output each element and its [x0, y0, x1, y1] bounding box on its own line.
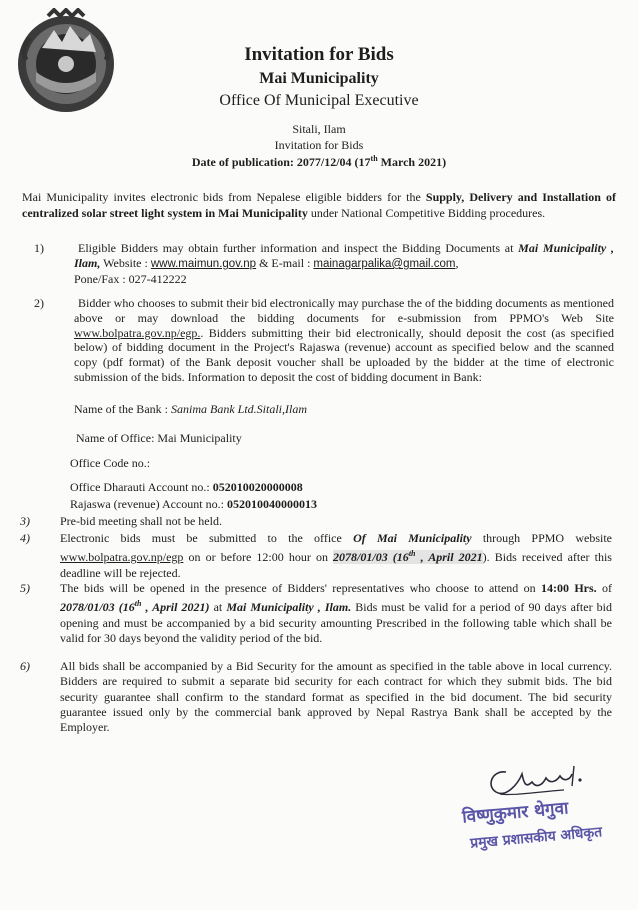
rajaswa-label: Rajaswa (revenue) Account no.:	[70, 497, 227, 511]
item-6-number: 6)	[20, 659, 30, 673]
item-1-number: 1)	[34, 241, 44, 255]
dharauti-label: Office Dharauti Account no.:	[70, 480, 213, 494]
item-2-number: 2)	[34, 296, 44, 310]
publication-date-sup: th	[370, 154, 378, 163]
item-1-phone: Pone/Fax : 027-412222	[74, 272, 187, 286]
item-4-text-d: on or before 12:00 hour on	[183, 550, 334, 565]
opening-place: Mai Municipality , Ilam.	[226, 600, 352, 615]
opening-time: 14:00 Hrs.	[540, 581, 597, 595]
publication-date-label: Date of publication: 2077/12/04 (17	[191, 155, 371, 169]
item-4-number: 4)	[20, 531, 30, 545]
document-title: Invitation for Bids	[244, 44, 394, 65]
item-4-office: Of Mai Municipality	[353, 531, 472, 545]
item-4-text-c: through PPMO website	[471, 531, 612, 545]
item-1-text-c: Website :	[100, 256, 151, 270]
item-1-text-a: Eligible Bidders may obtain further information and inspect the Bidding Documents at	[78, 241, 519, 255]
item-1-text	[74, 241, 614, 287]
intro-text-a: Mai Municipality invites electronic bids from Nepalese eligible bidders for the	[22, 190, 426, 204]
opening-date-value: 2078/01/03 (16	[60, 600, 135, 615]
website-link[interactable]: www.maimun.gov.np	[150, 258, 257, 270]
item-3-number: 3)	[20, 514, 30, 528]
item-5-text-e: Bids must be valid for a period of 90 days after bid opening and must be accompanied by a bid security amounting Prescribed in the following table which shall be valid for 30 days beyond the validity period of the bid.	[60, 600, 612, 645]
submission-date: 2078/01/03 (16	[333, 550, 409, 565]
item-2-text-b: . Bidders submitting their bid electronically, should deposit the cost (as specified below) of bidding document in the Project's Rajaswa (revenue) account as specified below and the scanned copy (pdf format) of the Bank deposit voucher shall be uploaded by the bidder at the time of electronic submission of the bids. Information to deposit the cost of bidding document in Bank:	[74, 325, 614, 384]
rajaswa-account-number: 052010040000013	[226, 497, 317, 511]
bank-name: Sanima Bank Ltd.Sitali,Ilam	[170, 402, 307, 416]
intro-text-c: under National Competitive Bidding procedures.	[307, 206, 546, 220]
bank-label: Name of the Bank :	[74, 402, 171, 416]
email-link[interactable]: mainagarpalika@gmail.com	[313, 258, 456, 270]
item-4-bolpatra-link[interactable]: www.bolpatra.gov.np/egp	[60, 550, 184, 565]
office-code-line: Office Code no.:	[70, 456, 151, 470]
item-5-text-c: of	[596, 581, 613, 595]
subtitle: Invitation for Bids	[274, 138, 364, 152]
submission-date-sup: th	[408, 549, 416, 559]
location: Sitali, Ilam	[292, 122, 346, 136]
rajaswa-account-line	[70, 497, 317, 512]
opening-date	[60, 600, 210, 614]
item-5-text-a: The bids will be opened in the presence of Bidders' representatives who choose to attend on	[60, 581, 541, 595]
opening-date-sup: th	[134, 599, 142, 609]
item-1-place: Mai Municipality , Ilam,	[74, 241, 615, 270]
item-2-text	[74, 296, 614, 385]
item-4-text-e: ). Bids received after this deadline will be rejected.	[60, 550, 612, 580]
publication-date	[0, 154, 638, 170]
publication-date-tail: March 2021)	[377, 155, 447, 169]
item-1-text-d: & E-mail :	[256, 256, 314, 270]
intro-project-title: Supply, Delivery and Installation of centralized solar street light system in Mai Municipality	[22, 190, 616, 220]
item-4-text-a: Electronic bids must be submitted to the office	[60, 531, 354, 545]
submission-deadline	[333, 550, 483, 564]
item-1-text-e: ,	[455, 256, 459, 270]
office-name-line: Name of Office: Mai Municipality	[76, 431, 242, 445]
official-stamp-name: विष्णुकुमार थेगुवा	[461, 798, 570, 828]
submission-date-tail: , April 2021	[415, 550, 483, 565]
item-5-text-d: at	[209, 600, 227, 615]
bank-line	[74, 402, 307, 417]
office-name: Office Of Municipal Executive	[219, 92, 419, 109]
item-2-text-a: Bidder who chooses to submit their bid electronically may purchase the of the bidding documents as mentioned above or may download the bidding documents for e-submission from PPMO's Web Site	[74, 296, 614, 325]
intro-paragraph	[22, 189, 616, 221]
dharauti-account-number: 052010020000008	[212, 480, 303, 494]
official-stamp-title: प्रमुख प्रशासकीय अधिकृत	[469, 824, 603, 852]
item-5-number: 5)	[20, 581, 30, 595]
item-6-text: All bids shall be accompanied by a Bid Security for the amount as specified in the table above in local currency. Bidders are required to submit a separate bid security for each contract for which they submit bids. The bid security guarantee shall confirm to the standard format as specified in the bid document. The bid security guarantee issued only by the commercial bank approved by Nepal Rastrya Bank shall be accepted by the Employer.	[60, 659, 612, 735]
municipality-name: Mai Municipality	[259, 70, 379, 87]
item-4-text	[60, 531, 612, 581]
bolpatra-link[interactable]: www.bolpatra.gov.np/egp.	[74, 325, 201, 340]
item-5-text	[60, 581, 612, 646]
opening-date-tail: , April 2021)	[141, 600, 210, 615]
dharauti-account-line	[70, 480, 303, 495]
item-3-text: Pre-bid meeting shall not be held.	[60, 514, 222, 528]
